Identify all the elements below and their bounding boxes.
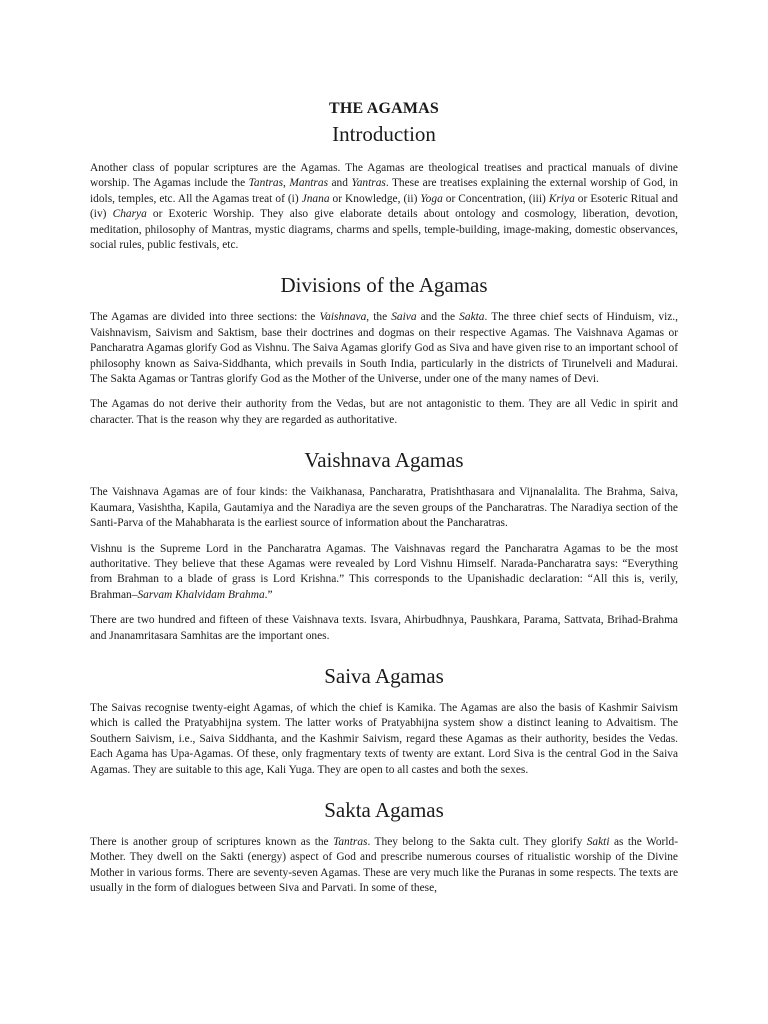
section-heading-divisions: Divisions of the Agamas <box>280 273 488 298</box>
divisions-paragraph-1: The Agamas are divided into three sections: the Vaishnava, the Saiva and the Sakta. The three chief sects of Hinduism, viz., Vaishnavism, Saivism and Saktism, base their doctrines and dogmas on their respective Agamas. The Vaishnava Agamas or Pancharatra Agamas glorify God as Vishnu. The Saiva Agamas glorify God as Siva and have given rise to an important school of philosophy known as Saiva-Siddhanta, which prevails in South India, particularly in the districts of Tirunelveli and Madurai. The Sakta Agamas or Tantras glorify God as the Mother of the Universe, under one of the many names of Devi. <box>90 311 678 386</box>
saiva-paragraph-1: The Saivas recognise twenty-eight Agamas, of which the chief is Kamika. The Agamas are also the basis of Kashmir Saivism which is called the Pratyabhijna system. The latter works of Pratyabhijna system show a distinct leaning to Advaitism. The Southern Saivism, i.e., Saiva Siddhanta, and the Kashmir Saivism, regard these Agamas as their authority, besides the Vedas. Each Agama has Upa-Agamas. Of these, only fragmentary texts of twenty are extant. Lord Siva is the central God in the Saiva Agamas. They are suitable to this age, Kali Yuga. They are open to all castes and both the sexes. <box>90 701 678 776</box>
section-heading-sakta: Sakta Agamas <box>324 797 444 822</box>
section-heading-vaishnava: Vaishnava Agamas <box>304 448 464 473</box>
section-heading-introduction: Introduction <box>332 122 436 146</box>
section-heading-saiva: Saiva Agamas <box>324 663 444 688</box>
vaishnava-paragraph-2: Vishnu is the Supreme Lord in the Pancharatra Agamas. The Vaishnavas regard the Pancharatra Agamas to be the most authoritative. They believe that these Agamas were revealed by Lord Vishnu Himself. Narada-Pancharatra says: “Everything from Brahman to a blade of grass is Lord Krishna.” This corresponds to the Upanishadic declaration: “All this is, verily, Brahman–Sarvam Khalvidam Brahma.” <box>90 542 678 601</box>
sakta-paragraph-1: There is another group of scriptures known as the Tantras. They belong to the Sakta cult. They glorify Sakti as the World-Mother. They dwell on the Sakti (energy) aspect of God and prescribe numerous courses of ritualistic worship of the Divine Mother in various forms. There are seventy-seven Agamas. These are very much like the Puranas in some respects. The texts are usually in the form of dialogues between Siva and Parvati. In some of these, <box>90 835 679 895</box>
vaishnava-paragraph-1: The Vaishnava Agamas are of four kinds: the Vaikhanasa, Pancharatra, Pratishthasara and Vijnanalalita. The Brahma, Saiva, Kaumara, Vasishtha, Kapila, Gautamiya and the Naradiya are the seven groups of the Pancharatras. The Naradiya section of the Santi-Parva of the Mahabharata is the earliest source of information about the Pancharatras. <box>90 486 678 530</box>
document-title: THE AGAMAS <box>328 100 439 117</box>
vaishnava-paragraph-3: There are two hundred and fifteen of these Vaishnava texts. Isvara, Ahirbudhnya, Paushkara, Parama, Sattvata, Brihad-Brahma and Jnanamritasara Samhitas are the important ones. <box>90 614 678 642</box>
divisions-paragraph-2: The Agamas do not derive their authority from the Vedas, but are not antagonistic to them. They are all Vedic in spirit and character. That is the reason why they are regarded as authoritative. <box>90 398 678 426</box>
introduction-paragraph: Another class of popular scriptures are the Agamas. The Agamas are theological treatises and practical manuals of divine worship. The Agamas include the Tantras, Mantras and Yantras. These are treatises explaining the external worship of God, in idols, temples, etc. All the Agamas treat of (i) Jnana or Knowledge, (ii) Yoga or Concentration, (iii) Kriya or Esoteric Ritual and (iv) Charya or Exoteric Worship. They also give elaborate details about ontology and cosmology, liberation, devotion, meditation, philosophy of Mantras, mystic diagrams, charms and spells, temple-building, image-making, domestic observances, social rules, public festivals, etc. <box>90 162 678 252</box>
